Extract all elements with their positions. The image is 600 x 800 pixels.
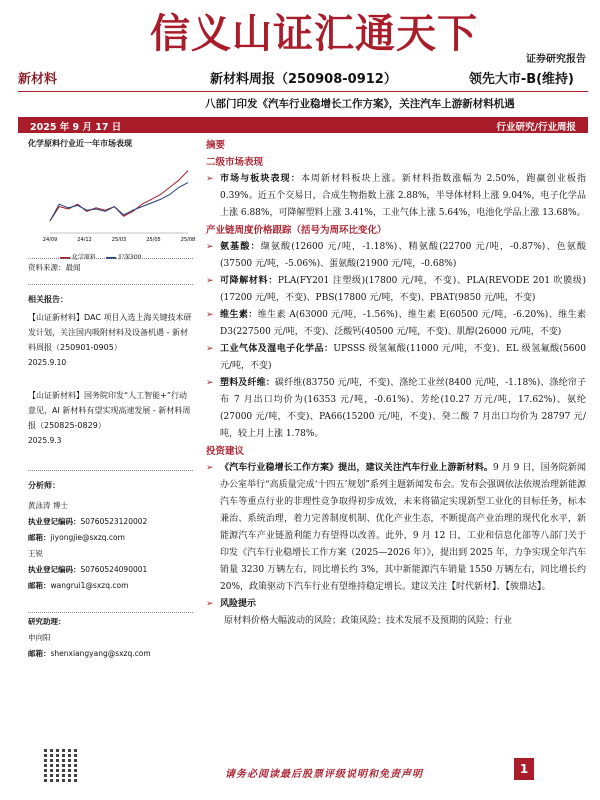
analyst-title: 分析师：	[28, 481, 60, 490]
price-heading: 产业链周度价格跟踪（括号为周环比变化）	[206, 225, 387, 236]
cert-label: 执业登记编码：	[28, 565, 81, 574]
rating-label: 领先大市-B(维持)	[468, 72, 574, 87]
assistant-name: 申向阳	[28, 633, 51, 642]
date-bar	[18, 117, 588, 133]
bullet-label: 维生素：	[220, 310, 258, 320]
market-bullet	[206, 171, 586, 222]
market-chart-svg	[28, 153, 196, 253]
arrow-icon: ➢	[206, 174, 214, 184]
arrow-icon: ➢	[206, 463, 214, 473]
sector-label: 新材料	[18, 72, 58, 87]
assistant-block	[28, 614, 193, 662]
x-tick-label: 25/08	[180, 237, 196, 243]
related-report-date: 2025.9.10	[28, 358, 67, 367]
header-bar	[18, 66, 588, 92]
price-bullet	[206, 375, 586, 443]
bullet-label: 塑料及纤维：	[220, 378, 275, 388]
market-chart	[28, 153, 196, 263]
bullet-text: PLA(FY201 注塑级)(17800 元/吨，不变)、PLA(REVODE 201 吹膜级)(17200 元/吨，不变)、PBS(17800 元/吨，不变)、PBAT(9850 元/吨，不变)	[220, 276, 586, 303]
email-label: 邮箱：	[28, 533, 51, 542]
series-line	[50, 183, 188, 221]
price-bullet	[206, 239, 586, 273]
market-heading: 二级市场表现	[206, 157, 264, 168]
bullet-text: 缬氨酸(12600 元/吨，-1.18%)、精氨酸(22700 元/吨，-0.87%)、色氨酸(37500 元/吨，-5.06%)、蛋氨酸(21900 元/吨，-0.68%)	[220, 242, 586, 269]
analyst-name: 王锐	[28, 549, 43, 558]
analyst-name: 黄泳涛 博士	[28, 501, 68, 510]
cert-label: 执业登记编码：	[28, 517, 81, 526]
analyst-block	[28, 498, 193, 594]
chart-source: 资料来源：最闻	[28, 263, 81, 272]
x-tick-label: 25/05	[146, 237, 161, 243]
related-report[interactable]	[28, 388, 193, 448]
invest-bullet	[206, 460, 586, 596]
x-tick-label: 24/09	[42, 237, 58, 243]
email-label: 邮箱：	[28, 581, 51, 590]
arrow-icon: ➢	[206, 242, 214, 252]
related-report-link[interactable]: 【山证新材料】国务院印发“人工智能+”行动意见，AI 新材料有望实现高速发展 - 新材料周报（250825-0829）	[28, 391, 191, 430]
arrow-icon: ➢	[206, 599, 214, 609]
bullet-text: 本周新材料板块上涨。新材料指数涨幅为 2.50%，跑赢创业板指 0.39%。近五个交易日，合成生物指数上涨 2.88%，半导体材料上涨 9.04%，电子化学品上涨 6.88%，可降解塑料上涨 3.41%，工业气体上涨 5.64%，电池化学品上涨 13.68%。	[220, 174, 586, 218]
legend-item: 沪深300	[106, 251, 141, 265]
main-content	[206, 137, 586, 630]
divider	[28, 470, 193, 471]
price-bullet	[206, 341, 586, 375]
summary-heading: 摘要	[206, 140, 226, 151]
related-report[interactable]	[28, 310, 193, 370]
x-tick-label: 25/03	[111, 237, 127, 243]
cert-number: S0760523120002	[80, 517, 148, 526]
bullet-text: 维生素 A(63000 元/吨，-1.56%)、维生素 E(60500 元/吨，-6.20%)、维生素 D3(227500 元/吨，不变)、泛酸钙(40500 元/吨，不变)、肌醇(26000 元/吨，不变)	[220, 310, 586, 337]
cert-number: S0760524090001	[80, 565, 148, 574]
invest-heading: 投资建议	[206, 446, 245, 457]
risk-label: 风险提示	[220, 599, 257, 609]
disclaimer-link[interactable]: 请务必阅读最后股票评级说明和免责声明	[225, 769, 423, 780]
legend-item: 化学原料	[60, 251, 96, 265]
email-link[interactable]: shenxiangyang@sxzq.com	[50, 649, 151, 658]
x-tick-label: 24/12	[77, 237, 92, 243]
invest-text: 9 月 9 日，国务院新闻办公室举行“高质量完成‘十四五’规划”系列主题新闻发布会。发布会强调依法依规治理新能源汽车等重点行业的非理性竞争取得初步成效，未来将锚定实现新型工业化的目标任务，标本兼治、系统治理，着力完善制度机制、优化产业生态，不断提高产业治理的现代化水平，新能源汽车产业链盈利能力有望得以改善。此外，9 月 12 日，工业和信息化部等八部门关于印发《汽车行业稳增长工作方案（2025—2026 年）》，提出到 2025 年，力争实现全年汽车销量 3230 万辆左右，同比增长约 3%，其中新能源汽车销量 1550 万辆左右，同比增长约 20%，政策驱动下汽车行业有望维持稳定增长。建议关注【时代新材】、【骏鼎达】。	[220, 463, 586, 592]
price-bullet	[206, 273, 586, 307]
arrow-icon: ➢	[206, 344, 214, 354]
risk-bullet	[206, 596, 586, 613]
footer	[205, 762, 545, 782]
report-title: 新材料周报（250908-0912）	[210, 72, 397, 87]
divider	[28, 284, 193, 285]
chart-title: 化学原料行业近一年市场表现	[28, 139, 132, 148]
report-date: 2025 年 9 月 17 日	[30, 122, 122, 133]
qr-code-icon	[44, 748, 78, 782]
page-number: 1	[514, 758, 534, 780]
report-type: 证券研究报告	[526, 54, 586, 65]
bullet-text: UPSSS 级氢氟酸(11000 元/吨，不变)、EL 级氢氟酸(5600 元/吨，不变)	[220, 344, 586, 371]
arrow-icon: ➢	[206, 378, 214, 388]
bullet-label: 氨基酸：	[220, 242, 261, 252]
bullet-text: 碳纤维(83750 元/吨，不变)、涤纶工业丝(8400 元/吨，-1.18%)、涤纶帘子布 7 月出口均价为(16353 元/吨，-0.61%)、芳纶(10.27 万元/吨，17.62%)、氨纶(27000 元/吨，不变)、PA66(15200 元/吨，不变)、癸二酸 7 月出口均价为 28797 元/吨，较上月上涨 1.78%。	[220, 378, 586, 439]
invest-lead: 《汽车行业稳增长工作方案》提出，建议关注汽车行业上游新材料。	[220, 463, 493, 473]
email-link[interactable]: wangrui1@sxzq.com	[50, 581, 129, 590]
arrow-icon: ➢	[206, 310, 214, 320]
brand-slogan: 信义山证汇通天下	[150, 11, 478, 57]
report-subtitle: 八部门印发《汽车行业稳增长工作方案》，关注汽车上游新材料机遇	[205, 98, 515, 110]
divider	[28, 612, 193, 613]
bullet-label: 可降解材料：	[220, 276, 278, 286]
risk-text: 原材料价格大幅波动的风险；政策风险；技术发展不及预期的风险；行业	[224, 616, 513, 626]
assistant-title: 研究助理：	[28, 617, 66, 626]
email-link[interactable]: jiyongjie@sxzq.com	[50, 533, 125, 542]
bullet-label: 工业气体及湿电子化学品：	[220, 344, 334, 354]
arrow-icon: ➢	[206, 276, 214, 286]
bullet-label: 市场与板块表现：	[220, 174, 301, 184]
report-category: 行业研究/行业周报	[496, 122, 576, 133]
price-bullet	[206, 307, 586, 341]
related-title: 相关报告：	[28, 295, 68, 304]
email-label: 邮箱：	[28, 649, 51, 658]
brand-banner	[150, 0, 600, 57]
related-report-date: 2025.9.3	[28, 436, 62, 445]
left-column	[28, 137, 196, 263]
divider	[28, 258, 193, 259]
related-report-link[interactable]: 【山证新材料】DAC 项目入选上海关键技术研发计划，关注国内吸附材料及设备机遇 - 新材料周报（250901-0905）	[28, 313, 192, 352]
